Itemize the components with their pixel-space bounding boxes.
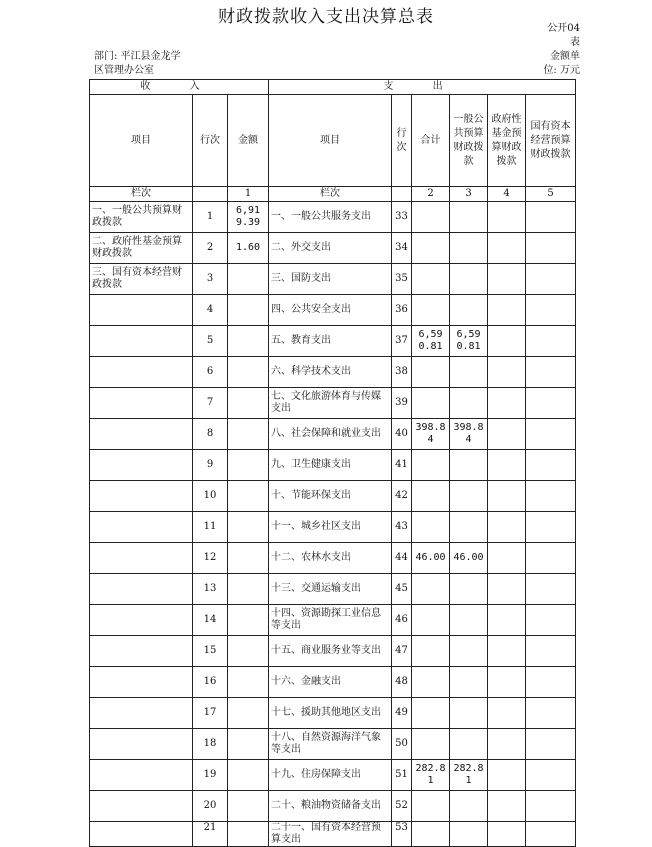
table-row — [90, 512, 576, 543]
state-capital-cell — [526, 543, 576, 574]
income-line-cell: 3 — [193, 264, 228, 295]
expense-line-cell: 40 — [392, 419, 412, 450]
expense-line-cell: 36 — [392, 295, 412, 326]
income-amount-cell — [228, 481, 269, 512]
table-body — [90, 202, 576, 847]
total-cell — [412, 202, 450, 233]
total-cell — [412, 791, 450, 822]
general-budget-cell — [450, 481, 488, 512]
general-budget-cell — [450, 574, 488, 605]
form-code-line1: 公开04 — [547, 23, 580, 34]
expense-item-cell: 十五、商业服务业等支出 — [269, 636, 392, 667]
gov-fund-header: 政府性基金预算财政拨款 — [488, 95, 526, 187]
expense-line-cell: 49 — [392, 698, 412, 729]
income-item-cell — [90, 388, 193, 419]
expense-item-cell: 十九、住房保障支出 — [269, 760, 392, 791]
col-4: 4 — [488, 187, 526, 202]
income-item-cell — [90, 419, 193, 450]
expense-line-cell: 38 — [392, 357, 412, 388]
gov-fund-cell — [488, 543, 526, 574]
general-budget-cell — [450, 605, 488, 636]
gov-fund-cell — [488, 388, 526, 419]
total-cell — [412, 574, 450, 605]
table-row — [90, 264, 576, 295]
income-line-cell: 8 — [193, 419, 228, 450]
expense-item-cell: 十三、交通运输支出 — [269, 574, 392, 605]
income-header: 收 入 — [90, 80, 269, 95]
state-capital-cell — [526, 202, 576, 233]
income-item-cell — [90, 512, 193, 543]
expense-line-header: 行次 — [392, 95, 412, 187]
gov-fund-cell — [488, 481, 526, 512]
income-item-cell — [90, 326, 193, 357]
col-empty — [193, 187, 228, 202]
col-1: 1 — [228, 187, 269, 202]
income-amount-cell — [228, 388, 269, 419]
page-title: 财政拨款收入支出决算总表 — [218, 7, 434, 27]
form-code-line2: 表 — [570, 37, 580, 48]
gov-fund-cell — [488, 512, 526, 543]
expense-line-cell: 48 — [392, 667, 412, 698]
total-cell — [412, 667, 450, 698]
table-row — [90, 822, 576, 847]
state-capital-cell — [526, 574, 576, 605]
expense-line-cell: 52 — [392, 791, 412, 822]
income-item-cell — [90, 605, 193, 636]
table-row — [90, 667, 576, 698]
table-row — [90, 543, 576, 574]
state-capital-cell — [526, 512, 576, 543]
income-amount-cell — [228, 605, 269, 636]
expense-item-cell: 九、卫生健康支出 — [269, 450, 392, 481]
expense-line-cell: 39 — [392, 388, 412, 419]
income-item-cell — [90, 295, 193, 326]
table-row — [90, 295, 576, 326]
state-capital-cell — [526, 419, 576, 450]
gov-fund-cell — [488, 233, 526, 264]
gov-fund-cell — [488, 450, 526, 481]
expense-line-cell: 44 — [392, 543, 412, 574]
gov-fund-cell — [488, 667, 526, 698]
expense-item-cell: 一、一般公共服务支出 — [269, 202, 392, 233]
general-budget-cell — [450, 822, 488, 847]
income-amount-cell: 1.60 — [228, 233, 269, 264]
state-capital-cell — [526, 295, 576, 326]
expense-line-cell: 33 — [392, 202, 412, 233]
income-line-cell: 20 — [193, 791, 228, 822]
total-cell — [412, 729, 450, 760]
income-amount-cell — [228, 760, 269, 791]
department-line2: 区管理办公室 — [94, 65, 154, 76]
state-capital-cell — [526, 729, 576, 760]
budget-table — [89, 79, 576, 847]
table-row — [90, 419, 576, 450]
group-header-row — [90, 80, 576, 95]
gov-fund-cell — [488, 357, 526, 388]
expense-line-cell: 41 — [392, 450, 412, 481]
income-line-cell: 19 — [193, 760, 228, 791]
gov-fund-cell — [488, 326, 526, 357]
table-header — [90, 80, 576, 202]
table-row — [90, 202, 576, 233]
expense-item-cell: 七、文化旅游体育与传媒支出 — [269, 388, 392, 419]
total-cell: 46.00 — [412, 543, 450, 574]
income-item-cell — [90, 574, 193, 605]
income-item-cell — [90, 543, 193, 574]
total-cell — [412, 450, 450, 481]
expense-item-cell: 十一、城乡社区支出 — [269, 512, 392, 543]
general-budget-cell: 282.81 — [450, 760, 488, 791]
general-budget-cell — [450, 388, 488, 419]
income-item-cell — [90, 791, 193, 822]
total-cell — [412, 233, 450, 264]
expense-item-cell: 四、公共安全支出 — [269, 295, 392, 326]
gov-fund-cell — [488, 419, 526, 450]
total-cell — [412, 481, 450, 512]
state-capital-header: 国有资本经营预算财政拨款 — [526, 95, 576, 187]
col-3: 3 — [450, 187, 488, 202]
general-budget-cell — [450, 667, 488, 698]
col-empty — [392, 187, 412, 202]
expense-item-cell: 十七、援助其他地区支出 — [269, 698, 392, 729]
gov-fund-cell — [488, 636, 526, 667]
general-budget-cell — [450, 729, 488, 760]
state-capital-cell — [526, 388, 576, 419]
state-capital-cell — [526, 822, 576, 847]
state-capital-cell — [526, 233, 576, 264]
income-amount-cell — [228, 698, 269, 729]
table-row — [90, 481, 576, 512]
state-capital-cell — [526, 636, 576, 667]
expense-item-cell: 五、教育支出 — [269, 326, 392, 357]
gov-fund-cell — [488, 574, 526, 605]
income-line-cell: 13 — [193, 574, 228, 605]
table-row — [90, 636, 576, 667]
table-row — [90, 760, 576, 791]
department-label — [94, 50, 194, 78]
total-cell — [412, 388, 450, 419]
income-line-cell: 12 — [193, 543, 228, 574]
gov-fund-cell — [488, 264, 526, 295]
general-budget-cell — [450, 264, 488, 295]
table-row — [90, 450, 576, 481]
expense-line-cell: 43 — [392, 512, 412, 543]
income-line-cell: 16 — [193, 667, 228, 698]
income-item-cell: 一、一般公共预算财政拨款 — [90, 202, 193, 233]
income-item-cell — [90, 698, 193, 729]
income-amount-cell — [228, 543, 269, 574]
income-amount-cell — [228, 574, 269, 605]
gov-fund-cell — [488, 760, 526, 791]
table-row — [90, 357, 576, 388]
general-budget-cell — [450, 791, 488, 822]
col-exp-label: 栏次 — [269, 187, 392, 202]
unit-line2: 位: 万元 — [543, 65, 580, 76]
income-line-cell: 6 — [193, 357, 228, 388]
income-amount-cell: 6,919.39 — [228, 202, 269, 233]
expense-item-cell: 八、社会保障和就业支出 — [269, 419, 392, 450]
expense-item-header: 项目 — [269, 95, 392, 187]
income-amount-cell — [228, 667, 269, 698]
table-row — [90, 233, 576, 264]
general-budget-header: 一般公共预算财政拨款 — [450, 95, 488, 187]
general-budget-cell — [450, 636, 488, 667]
income-line-cell: 10 — [193, 481, 228, 512]
state-capital-cell — [526, 698, 576, 729]
expense-item-cell: 二十一、国有资本经营预算支出 — [269, 822, 392, 847]
column-number-row — [90, 187, 576, 202]
state-capital-cell — [526, 791, 576, 822]
table-row — [90, 388, 576, 419]
col-2: 2 — [412, 187, 450, 202]
expense-item-cell: 十四、资源勘探工业信息等支出 — [269, 605, 392, 636]
gov-fund-cell — [488, 698, 526, 729]
total-cell — [412, 636, 450, 667]
table-row — [90, 729, 576, 760]
income-item-cell — [90, 729, 193, 760]
expense-item-cell: 十六、金融支出 — [269, 667, 392, 698]
general-budget-cell: 6,590.81 — [450, 326, 488, 357]
income-line-header: 行次 — [193, 95, 228, 187]
income-line-cell: 2 — [193, 233, 228, 264]
expense-item-cell: 二十、粮油物资储备支出 — [269, 791, 392, 822]
total-header: 合计 — [412, 95, 450, 187]
general-budget-cell — [450, 357, 488, 388]
gov-fund-cell — [488, 729, 526, 760]
income-line-cell: 17 — [193, 698, 228, 729]
income-amount-cell — [228, 419, 269, 450]
col-label: 栏次 — [90, 187, 193, 202]
gov-fund-cell — [488, 605, 526, 636]
unit-label — [534, 50, 580, 78]
department-line1: 部门: 平江县金龙学 — [94, 51, 181, 62]
income-line-cell: 5 — [193, 326, 228, 357]
unit-line1: 金额单 — [550, 51, 580, 62]
income-line-cell: 7 — [193, 388, 228, 419]
income-item-cell: 三、国有资本经营财政拨款 — [90, 264, 193, 295]
general-budget-cell — [450, 295, 488, 326]
table-row — [90, 326, 576, 357]
income-line-cell: 21 — [193, 822, 228, 847]
table-row — [90, 605, 576, 636]
expense-line-cell: 53 — [392, 822, 412, 847]
income-item-cell — [90, 636, 193, 667]
income-line-cell: 11 — [193, 512, 228, 543]
income-amount-cell — [228, 357, 269, 388]
expense-line-cell: 47 — [392, 636, 412, 667]
total-cell: 282.81 — [412, 760, 450, 791]
table-row — [90, 791, 576, 822]
income-item-cell: 二、政府性基金预算财政拨款 — [90, 233, 193, 264]
income-amount-cell — [228, 512, 269, 543]
total-cell — [412, 605, 450, 636]
income-amount-cell — [228, 636, 269, 667]
expense-item-cell: 六、科学技术支出 — [269, 357, 392, 388]
total-cell — [412, 264, 450, 295]
total-cell — [412, 357, 450, 388]
expense-line-cell: 50 — [392, 729, 412, 760]
income-item-cell — [90, 450, 193, 481]
income-line-cell: 1 — [193, 202, 228, 233]
expense-item-cell: 十八、自然资源海洋气象等支出 — [269, 729, 392, 760]
income-amount-cell — [228, 326, 269, 357]
general-budget-cell: 46.00 — [450, 543, 488, 574]
income-amount-header: 金额 — [228, 95, 269, 187]
general-budget-cell — [450, 202, 488, 233]
state-capital-cell — [526, 450, 576, 481]
total-cell — [412, 512, 450, 543]
state-capital-cell — [526, 667, 576, 698]
expense-item-cell: 二、外交支出 — [269, 233, 392, 264]
gov-fund-cell — [488, 202, 526, 233]
gov-fund-cell — [488, 295, 526, 326]
gov-fund-cell — [488, 791, 526, 822]
general-budget-cell — [450, 450, 488, 481]
column-header-row — [90, 95, 576, 187]
general-budget-cell — [450, 512, 488, 543]
expense-item-cell: 十、节能环保支出 — [269, 481, 392, 512]
income-amount-cell — [228, 729, 269, 760]
expense-line-cell: 46 — [392, 605, 412, 636]
expense-item-cell: 三、国防支出 — [269, 264, 392, 295]
total-cell — [412, 822, 450, 847]
income-amount-cell — [228, 791, 269, 822]
state-capital-cell — [526, 605, 576, 636]
income-line-cell: 18 — [193, 729, 228, 760]
gov-fund-cell — [488, 822, 526, 847]
total-cell — [412, 295, 450, 326]
total-cell: 398.84 — [412, 419, 450, 450]
total-cell: 6,590.81 — [412, 326, 450, 357]
general-budget-cell — [450, 698, 488, 729]
expense-line-cell: 37 — [392, 326, 412, 357]
state-capital-cell — [526, 326, 576, 357]
income-item-cell — [90, 357, 193, 388]
expense-line-cell: 35 — [392, 264, 412, 295]
expense-line-cell: 42 — [392, 481, 412, 512]
table-row — [90, 698, 576, 729]
expense-line-cell: 34 — [392, 233, 412, 264]
general-budget-cell — [450, 233, 488, 264]
income-item-cell — [90, 822, 193, 847]
income-line-cell: 15 — [193, 636, 228, 667]
state-capital-cell — [526, 357, 576, 388]
income-item-cell — [90, 481, 193, 512]
income-item-header: 项目 — [90, 95, 193, 187]
form-code — [538, 22, 580, 50]
income-amount-cell — [228, 822, 269, 847]
col-5: 5 — [526, 187, 576, 202]
state-capital-cell — [526, 264, 576, 295]
state-capital-cell — [526, 760, 576, 791]
income-line-cell: 9 — [193, 450, 228, 481]
income-line-cell: 14 — [193, 605, 228, 636]
expense-item-cell: 十二、农林水支出 — [269, 543, 392, 574]
income-amount-cell — [228, 450, 269, 481]
expense-header: 支 出 — [269, 80, 576, 95]
income-amount-cell — [228, 264, 269, 295]
income-item-cell — [90, 667, 193, 698]
income-item-cell — [90, 760, 193, 791]
income-line-cell: 4 — [193, 295, 228, 326]
expense-line-cell: 51 — [392, 760, 412, 791]
state-capital-cell — [526, 481, 576, 512]
general-budget-cell: 398.84 — [450, 419, 488, 450]
table-row — [90, 574, 576, 605]
income-amount-cell — [228, 295, 269, 326]
expense-line-cell: 45 — [392, 574, 412, 605]
total-cell — [412, 698, 450, 729]
